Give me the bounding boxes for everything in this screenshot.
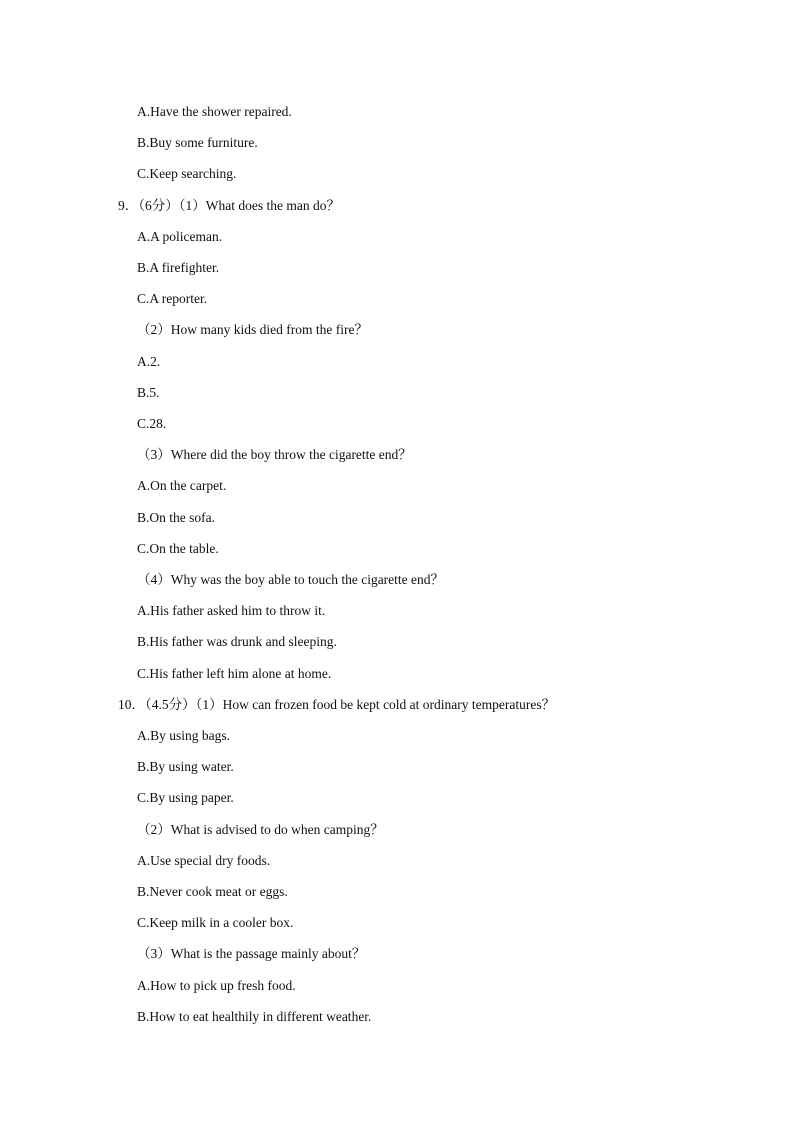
sub-question: （4）Why was the boy able to touch the cigarette end？ — [137, 572, 445, 587]
sub-question: （3）Where did the boy throw the cigarette end？ — [137, 447, 412, 462]
answer-option: C.On the table. — [137, 541, 219, 556]
answer-option: B.His father was drunk and sleeping. — [137, 634, 337, 649]
answer-option: C.His father left him alone at home. — [137, 666, 332, 681]
answer-option: B.A firefighter. — [137, 260, 220, 275]
answer-option: C.A reporter. — [137, 291, 208, 306]
answer-option: A.2. — [137, 354, 161, 369]
sub-question: （2）What is advised to do when camping？ — [137, 822, 384, 837]
answer-option: A.How to pick up fresh food. — [137, 978, 296, 993]
answer-option: B.How to eat healthily in different weather. — [137, 1009, 372, 1024]
answer-option: A.A policeman. — [137, 229, 223, 244]
answer-option: B.Never cook meat or eggs. — [137, 884, 288, 899]
question-heading: 10．（4.5分）（1）How can frozen food be kept cold at ordinary temperatures？ — [118, 697, 556, 712]
sub-question: （3）What is the passage mainly about？ — [137, 946, 366, 961]
answer-option: A.By using bags. — [137, 728, 231, 743]
question-heading: 9．（6分）（1）What does the man do？ — [118, 198, 340, 213]
answer-option: A.On the carpet. — [137, 478, 227, 493]
answer-option: B.By using water. — [137, 759, 234, 774]
answer-option: B.5. — [137, 385, 160, 400]
answer-option: B.Buy some furniture. — [137, 135, 258, 150]
answer-option: A.Have the shower repaired. — [137, 104, 292, 119]
answer-option: C.By using paper. — [137, 790, 234, 805]
answer-option: A.His father asked him to throw it. — [137, 603, 326, 618]
answer-option: C.Keep milk in a cooler box. — [137, 915, 294, 930]
answer-option: A.Use special dry foods. — [137, 853, 271, 868]
answer-option: C.28. — [137, 416, 167, 431]
sub-question: （2）How many kids died from the fire？ — [137, 322, 368, 337]
answer-option: C.Keep searching. — [137, 166, 237, 181]
answer-option: B.On the sofa. — [137, 510, 215, 525]
